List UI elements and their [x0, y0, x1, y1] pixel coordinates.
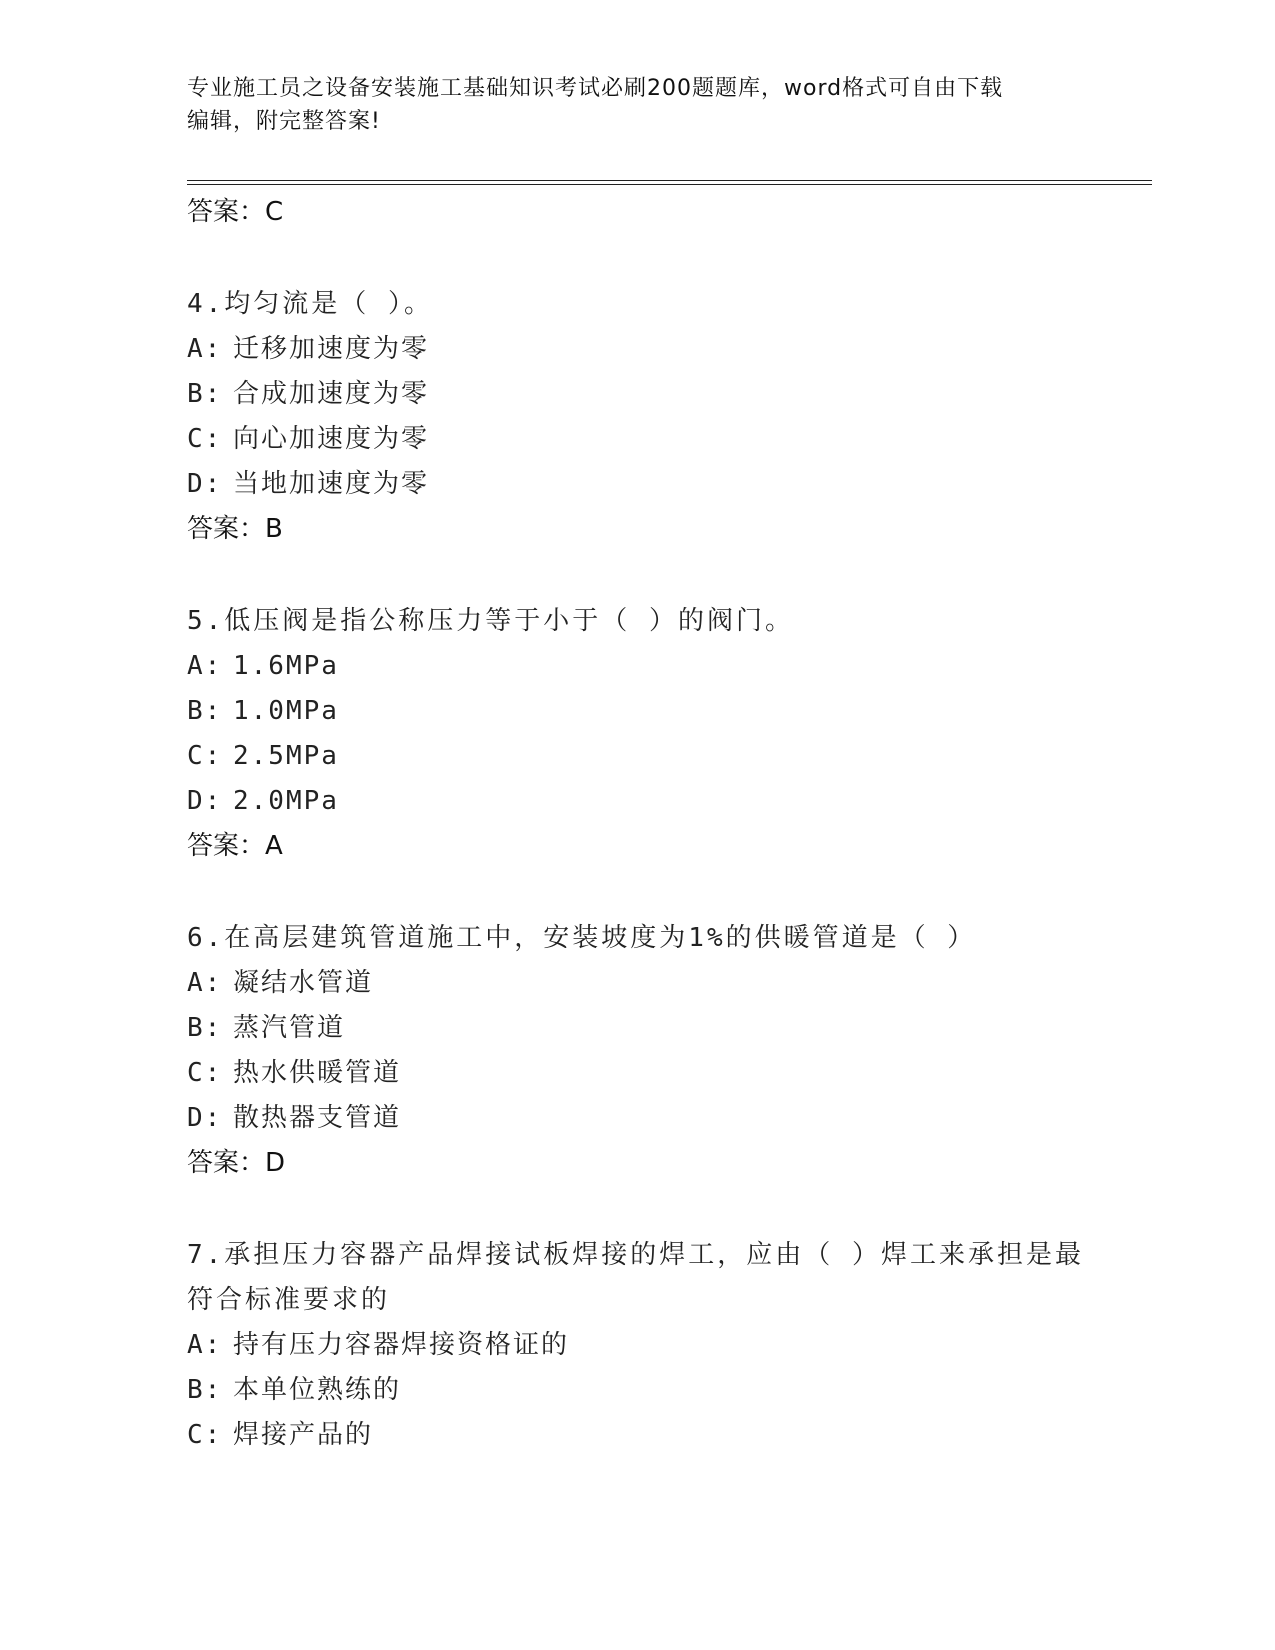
option-c [187, 417, 1087, 462]
question-list [187, 190, 1087, 1458]
option-key: A: [187, 968, 223, 998]
option-key: C: [187, 741, 223, 771]
option-c [187, 1051, 1087, 1096]
option-text: 合成加速度为零 [233, 379, 430, 409]
option-key: A: [187, 1330, 223, 1360]
option-key: D: [187, 469, 223, 499]
option-text: 2.5MPa [233, 741, 339, 771]
question-block-7 [187, 1233, 1087, 1458]
option-d [187, 462, 1087, 507]
option-key: B: [187, 1375, 223, 1405]
option-a [187, 327, 1087, 372]
option-key: D: [187, 786, 223, 816]
option-text: 凝结水管道 [233, 968, 374, 998]
option-text: 焊接产品的 [233, 1420, 374, 1450]
option-d [187, 1096, 1087, 1141]
option-b [187, 689, 1087, 734]
option-key: C: [187, 1420, 223, 1450]
option-text: 热水供暖管道 [233, 1058, 402, 1088]
question-block-4 [187, 282, 1087, 551]
question-block-6 [187, 916, 1087, 1185]
question-stem: 4.均匀流是（ ）。 [187, 289, 433, 319]
option-key: B: [187, 379, 223, 409]
option-key: B: [187, 696, 223, 726]
answer-label: 答案：D [187, 1148, 286, 1178]
answer-label: 答案：B [187, 514, 283, 544]
option-c [187, 734, 1087, 779]
option-b [187, 1368, 1087, 1413]
option-text: 迁移加速度为零 [233, 334, 430, 364]
option-text: 持有压力容器焊接资格证的 [233, 1330, 570, 1360]
option-d [187, 779, 1087, 824]
answer-label: 答案：A [187, 831, 283, 861]
option-key: B: [187, 1013, 223, 1043]
header-title-line-2: 编辑，附完整答案! [187, 109, 381, 134]
document-header [187, 72, 1077, 138]
option-b [187, 372, 1087, 417]
header-divider-bottom [187, 184, 1152, 185]
option-text: 2.0MPa [233, 786, 339, 816]
option-text: 蒸汽管道 [233, 1013, 346, 1043]
option-a [187, 1323, 1087, 1368]
option-text: 1.0MPa [233, 696, 339, 726]
header-divider-top [187, 180, 1152, 181]
option-c [187, 1413, 1087, 1458]
option-text: 散热器支管道 [233, 1103, 402, 1133]
option-key: A: [187, 334, 223, 364]
answer-label: 答案：C [187, 197, 284, 227]
question-stem: 6.在高层建筑管道施工中，安装坡度为1%的供暖管道是（ ） [187, 923, 977, 953]
option-a [187, 961, 1087, 1006]
option-b [187, 1006, 1087, 1051]
option-text: 当地加速度为零 [233, 469, 430, 499]
option-key: A: [187, 651, 223, 681]
question-stem-line-1: 7.承担压力容器产品焊接试板焊接的焊工，应由（ ）焊工来承担是最 [187, 1240, 1084, 1270]
option-key: D: [187, 1103, 223, 1133]
option-key: C: [187, 424, 223, 454]
option-text: 1.6MPa [233, 651, 339, 681]
option-key: C: [187, 1058, 223, 1088]
question-block-5 [187, 599, 1087, 868]
option-text: 向心加速度为零 [233, 424, 430, 454]
question-stem: 5.低压阀是指公称压力等于小于（ ）的阀门。 [187, 606, 794, 636]
question-stem-line-2: 符合标准要求的 [187, 1285, 391, 1315]
option-a [187, 644, 1087, 689]
header-title-line-1: 专业施工员之设备安装施工基础知识考试必刷200题题库，word格式可自由下载 [187, 76, 1004, 101]
option-text: 本单位熟练的 [233, 1375, 402, 1405]
